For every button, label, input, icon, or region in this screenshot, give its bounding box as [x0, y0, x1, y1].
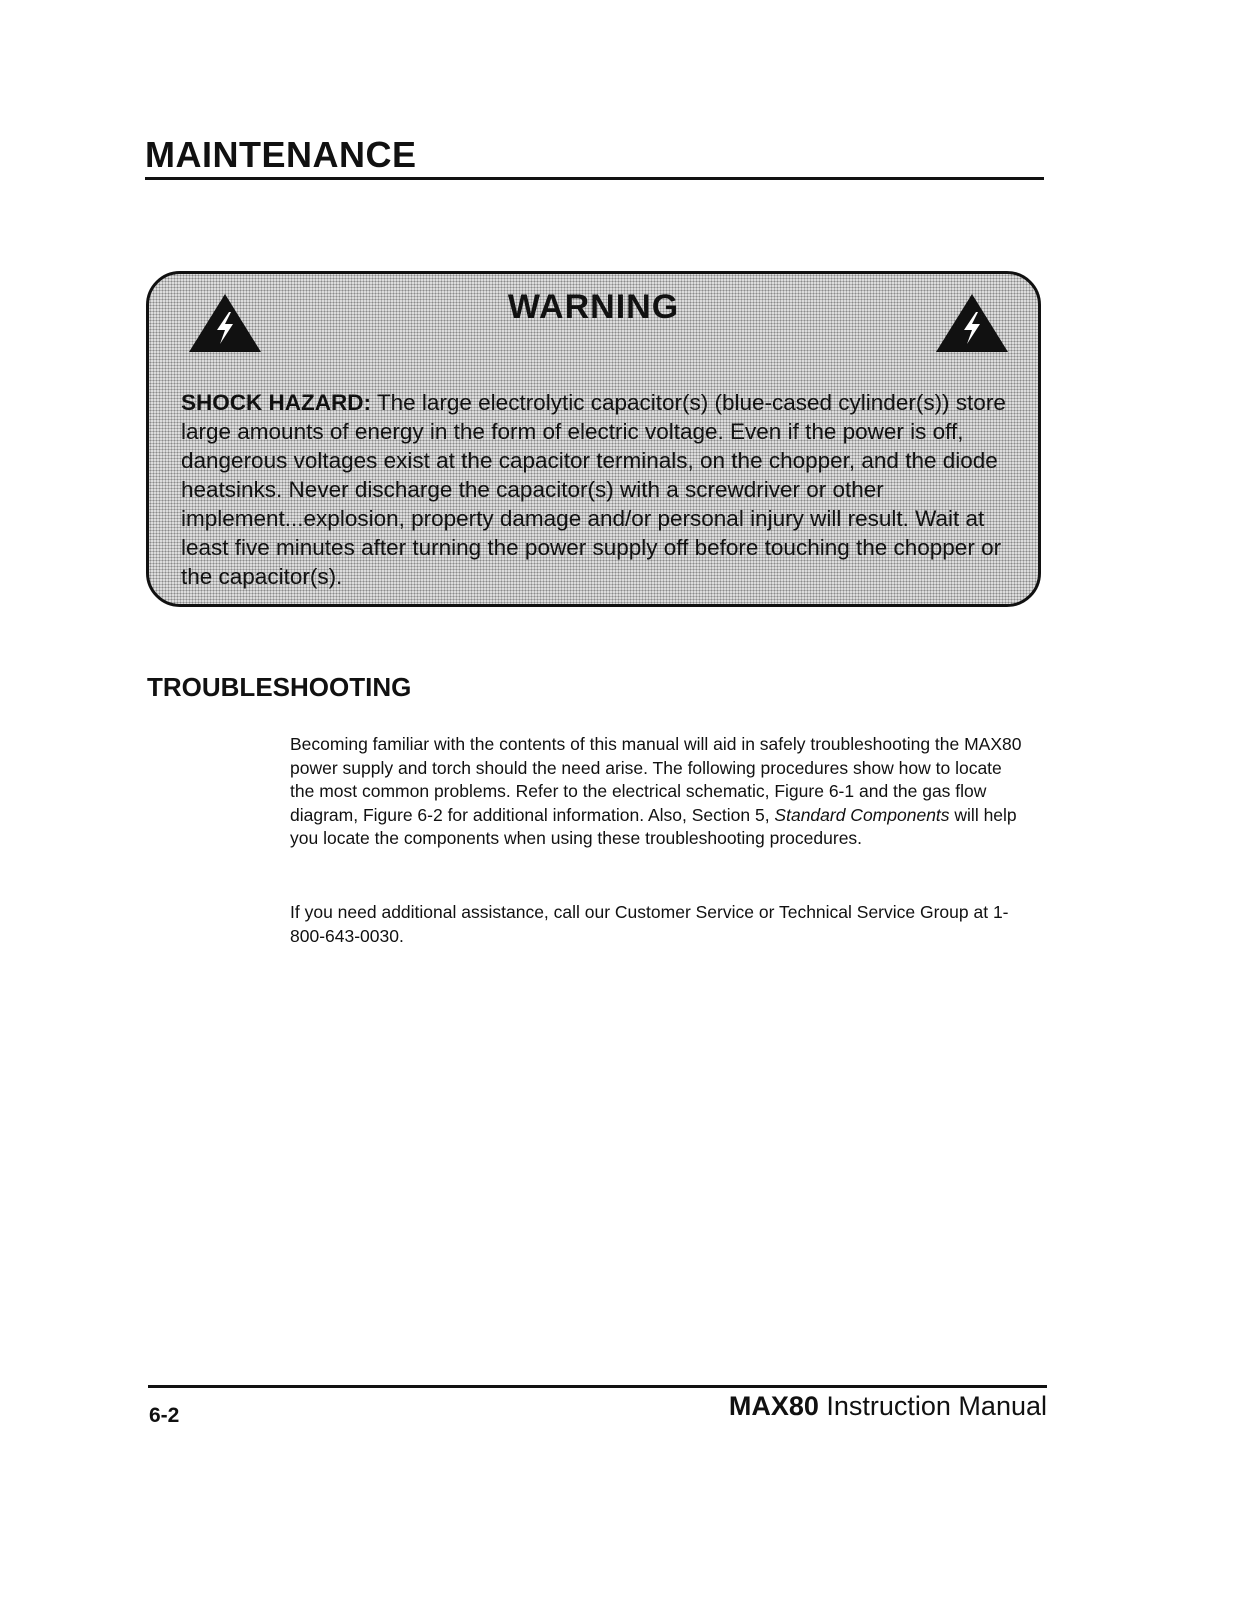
- footer-rule: [148, 1385, 1047, 1388]
- troubleshooting-paragraph-1: [290, 733, 1030, 851]
- page-number: 6-2: [149, 1404, 180, 1427]
- model-name: MAX80: [728, 1391, 819, 1421]
- warning-text: [181, 388, 1031, 591]
- warning-label: SHOCK HAZARD:: [181, 390, 371, 415]
- electric-shock-hazard-icon: [934, 292, 1010, 354]
- warning-body: The large electrolytic capacitor(s) (blue-cased cylinder(s)) store large amounts of energy in the form of electric voltage. Even if the power is off, dangerous voltages exist at the capacitor terminals, on the chopper, and the diode heatsinks. Never discharge the capacitor(s) with a screwdriver or other implement...explosion, property damage and/or personal injury will result. Wait at least five minutes after turning the power supply off before touching the chopper or the capacitor(s).: [181, 390, 1006, 589]
- paragraph-text: will help you locate the components when using these troubleshooting procedures.: [290, 804, 1017, 848]
- standard-components-ref: Standard Components: [774, 804, 950, 825]
- header-rule: [145, 177, 1044, 180]
- paragraph-text: Becoming familiar with the contents of this manual will aid in safely troubleshooting the MAX80 power supply and torch should the need arise. The following procedures show how to locate the most common problems. Refer to the electrical schematic, Figure 6-1 and the gas flow diagram, Figure 6-2 for additional information. Also, Section 5,: [290, 734, 1022, 825]
- warning-box: [146, 271, 1041, 607]
- troubleshooting-paragraph-2: If you need additional assistance, call our Customer Service or Technical Service Group at 1-800-643-0030.: [290, 902, 1009, 946]
- manual-label: Instruction Manual: [826, 1391, 1047, 1421]
- warning-title: WARNING: [507, 288, 680, 326]
- troubleshooting-title: TROUBLESHOOTING: [147, 672, 412, 702]
- section-title: MAINTENANCE: [145, 134, 417, 175]
- manual-title: [729, 1391, 1047, 1422]
